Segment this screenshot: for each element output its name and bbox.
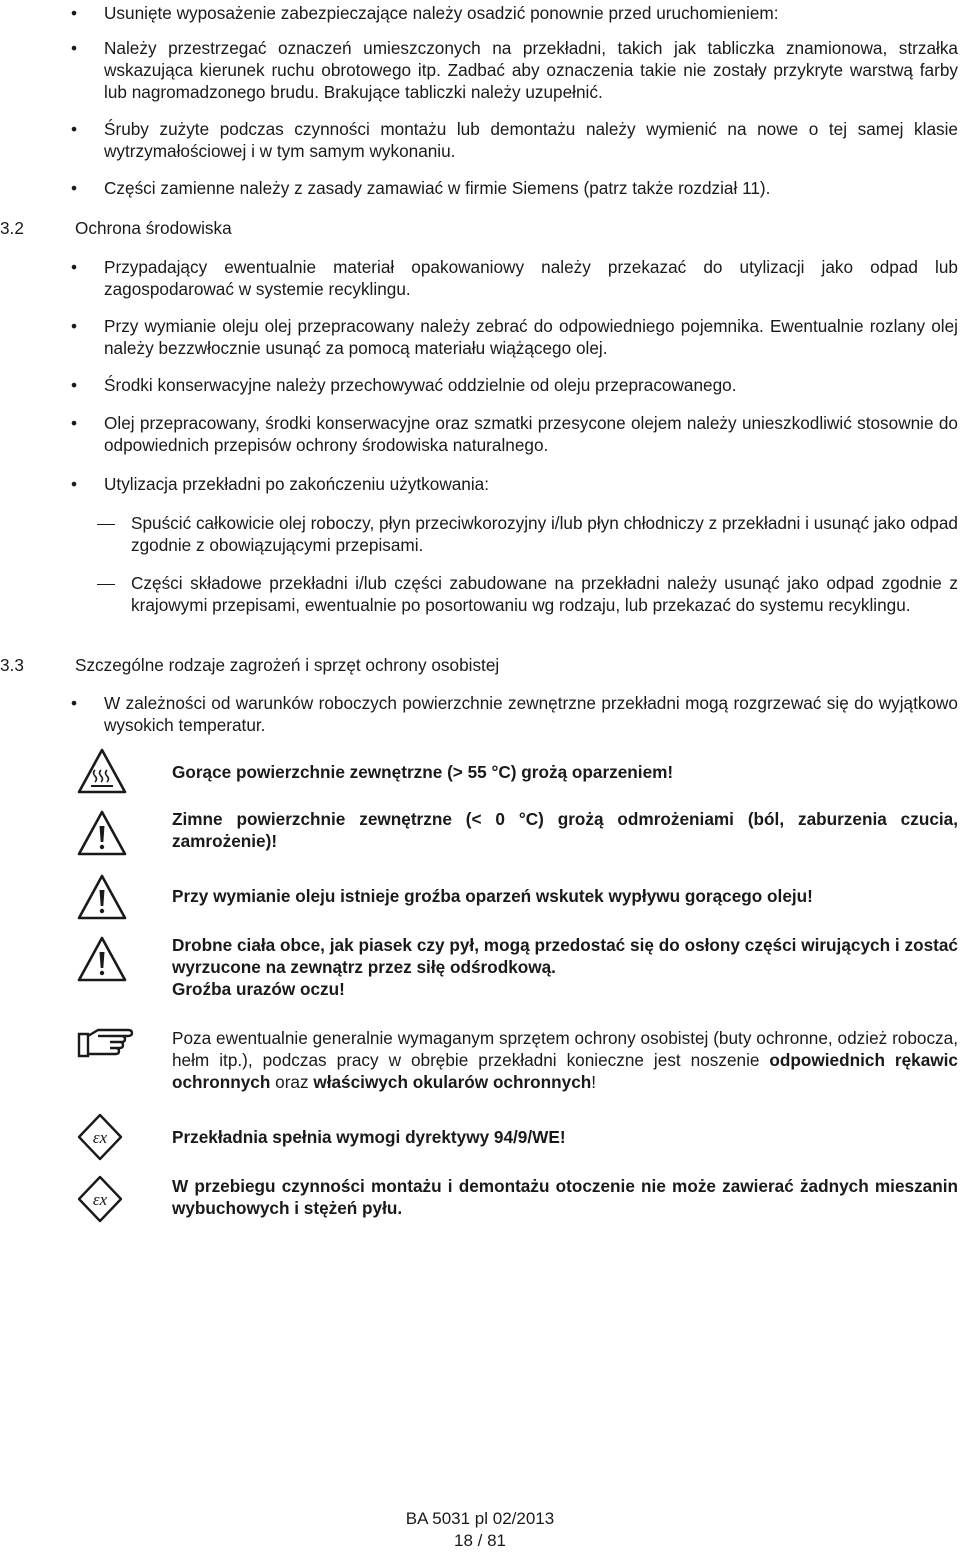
footer-page-number: 18 / 81 <box>454 1531 506 1550</box>
section-number: 3.2 <box>0 218 24 238</box>
warning-eye-injury: Groźba urazów oczu! <box>172 979 345 999</box>
ppe-and: oraz <box>270 1072 314 1092</box>
list-item: • Środki konserwacyjne należy przechowywać oddzielnie od oleju przepracowanego. <box>104 374 958 396</box>
ex-explosion-protection-icon <box>76 1112 124 1162</box>
ppe-gloves: odpowiednich rękawic ochronnych <box>172 1050 958 1092</box>
list-item: • W zależności od warunków roboczych powierzchnie zewnętrzne przekładni mogą rozgrzewać się do wyjątkowo wysokich temperatur. <box>104 692 958 736</box>
ppe-note <box>172 1027 958 1093</box>
ppe-note-text: Poza ewentualnie generalnie wymaganym sprzętem ochrony osobistej (buty ochronne, odzież robocza, hełm itp.), podczas pracy w obrębie przekładni konieczne jest noszenie <box>172 1028 958 1070</box>
svg-text:εx: εx <box>92 1128 108 1147</box>
warning-hot-oil: Przy wymianie oleju istnieje groźba oparzeń wskutek wypływu gorącego oleju! <box>172 886 813 906</box>
list-item: • Utylizacja przekładni po zakończeniu użytkowania: <box>104 473 958 495</box>
footer-doc-id: BA 5031 pl 02/2013 <box>405 1509 555 1528</box>
ex-atmosphere: W przebiegu czynności montażu i demontażu otoczenie nie może zawierać żadnych mieszanin wybuchowych i stężeń pyłu. <box>172 1176 958 1218</box>
section-title: Szczególne rodzaje zagrożeń i sprzęt ochrony osobistej <box>75 655 500 675</box>
warning-debris <box>172 934 958 1000</box>
warning-triangle-icon <box>76 934 128 986</box>
warning-debris-text: Drobne ciała obce, jak piasek czy pył, mogą przedostać się do osłony części wirujących i zostać wyrzucone na zewnątrz przez siłę odśrodkową. <box>172 935 958 977</box>
warning-triangle-icon <box>76 872 128 924</box>
list-item: • Olej przepracowany, środki konserwacyjne oraz szmatki przesycone olejem należy unieszkodliwić stosownie do odpowiednich przepisów ochrony środowiska naturalnego. <box>104 412 958 456</box>
ex-directive: Przekładnia spełnia wymogi dyrektywy 94/9/WE! <box>172 1127 566 1147</box>
list-item: • Należy przestrzegać oznaczeń umieszczonych na przekładni, takich jak tabliczka znamionowa, strzałka wskazująca kierunek ruchu obrotowego itp. Zadbać aby oznaczenia takie nie zostały przykryte warstwą farby lub nagromadzonego brudu. Brakujące tabliczki należy uzupełnić. <box>104 37 958 103</box>
list-item: • Śruby zużyte podczas czynności montażu lub demontażu należy wymienić na nowe o tej samej klasie wytrzymałościowej i w tym samym wykonaniu. <box>104 118 958 162</box>
svg-text:εx: εx <box>92 1190 108 1209</box>
warning-cold-surfaces: Zimne powierzchnie zewnętrzne (< 0 °C) grożą odmrożeniami (ból, zaburzenia czucia, zamrożenie)! <box>172 809 958 851</box>
ex-explosion-protection-icon <box>76 1174 124 1224</box>
list-item: • Usunięte wyposażenie zabezpieczające należy osadzić ponownie przed uruchomieniem: <box>104 2 958 24</box>
hot-surface-warning-icon <box>76 746 128 798</box>
section-number: 3.3 <box>0 655 24 675</box>
warning-hot-surfaces: Gorące powierzchnie zewnętrzne (> 55 °C) grożą oparzeniem! <box>172 762 674 782</box>
dash-item: Spuścić całkowicie olej roboczy, płyn przeciwkorozyjny i/lub płyn chłodniczy z przekładni i usunąć jako odpad zgodnie z obowiązującymi przepisami. <box>131 513 958 555</box>
dash-item: Części składowe przekładni i/lub części zabudowane na przekładni należy usunąć jako odpad zgodnie z krajowymi przepisami, ewentualnie po posortowaniu wg rodzaju, lub przekazać do systemu recyklingu. <box>131 573 958 615</box>
list-item: • Przy wymianie oleju olej przepracowany należy zebrać do odpowiedniego pojemnika. Ewentualnie rozlany olej należy bezzwłocznie usunąć za pomocą materiału wiążącego olej. <box>104 315 958 359</box>
section-title: Ochrona środowiska <box>75 218 232 238</box>
ppe-end: ! <box>591 1072 597 1092</box>
ppe-glasses: właściwych okularów ochronnych <box>313 1072 592 1092</box>
pointing-hand-icon <box>76 1022 134 1062</box>
warning-triangle-icon <box>76 808 128 860</box>
list-item: • Części zamienne należy z zasady zamawiać w firmie Siemens (patrz także rozdział 11). <box>104 177 958 199</box>
list-item: • Przypadający ewentualnie materiał opakowaniowy należy przekazać do utylizacji jako odpad lub zagospodarować w systemie recyklingu. <box>104 256 958 300</box>
